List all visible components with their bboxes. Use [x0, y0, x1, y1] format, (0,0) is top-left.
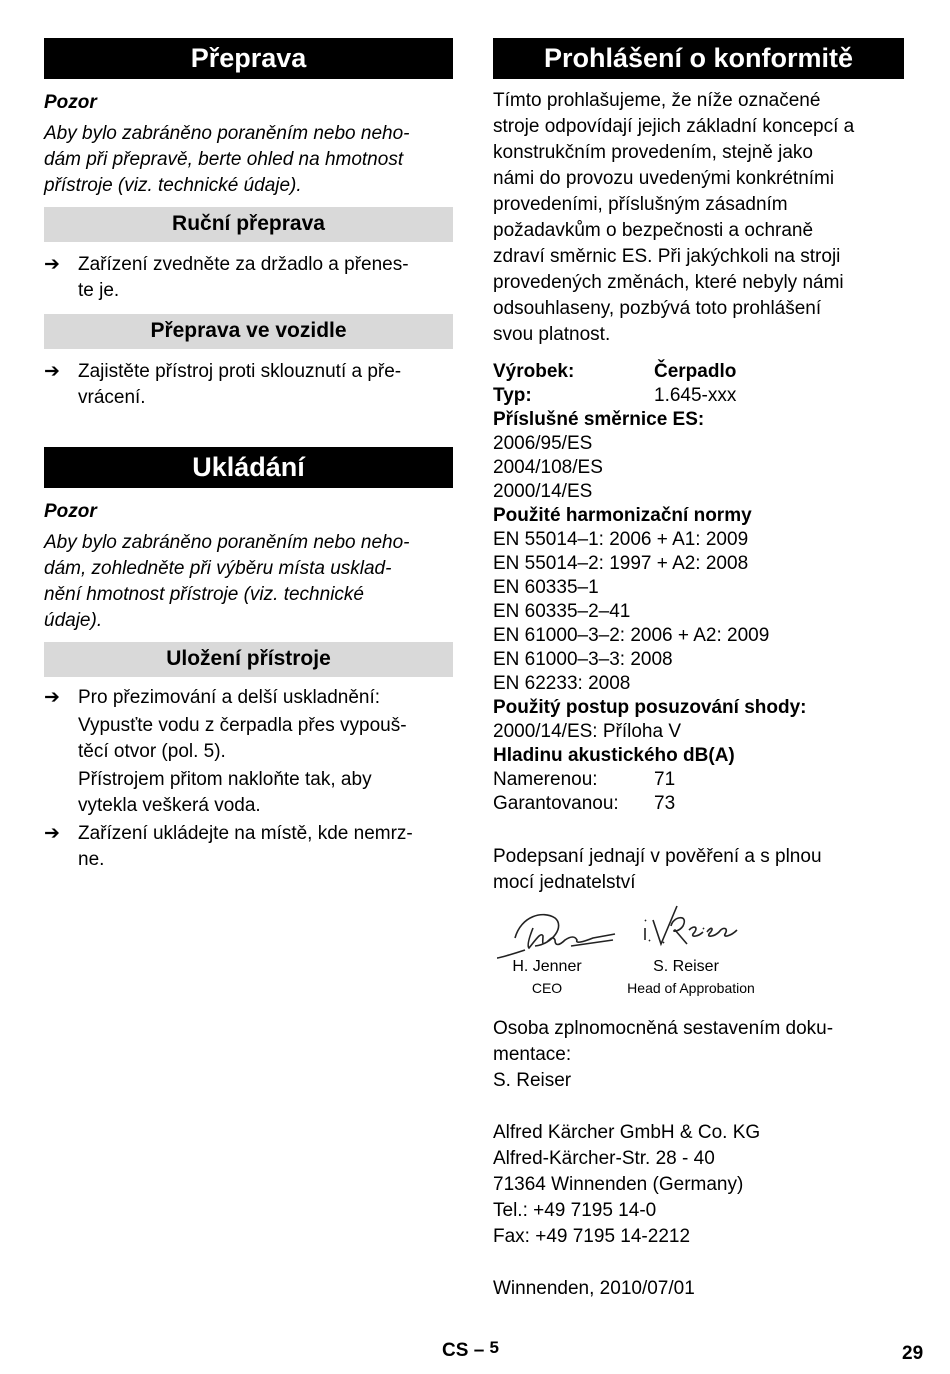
place-date: Winnenden, 2010/07/01	[493, 1278, 695, 1299]
product-row: Výrobek: Čerpadlo	[493, 361, 737, 382]
footer-section-label: CS – 5	[442, 1338, 500, 1361]
noise-title: Hladinu akustického dB(A)	[493, 745, 735, 766]
signed-text: Podepsaní jednají v pověření a s plnou mocí jednatelství	[493, 846, 822, 893]
signatory-role: Head of Approbation	[627, 980, 755, 996]
arrow-icon: ➔	[44, 361, 60, 382]
section-title-storage: Ukládání	[44, 447, 453, 488]
spec-block: Výrobek: Čerpadlo Typ: 1.645-xxx Příslušné směrnice ES: 2006/95/ES 2004/108/ES 2000/14/ES Použité harmonizační normy EN 55014–1: 2006 + A1: 2009 EN 55014–2: 1997 + A2: 2008 EN 60335–1 EN 60335–2–41 EN 61000–3–2: 2006 + A2: 2009 EN 61000–3–3: 2008 EN 62233: 2008 Použitý postup posuzování shody: 2000/14/ES: Příloha V Hladinu akustického dB(A) Namerenou: 71 Garantovanou: 73	[493, 360, 904, 816]
subsection-title-manual-transport: Ruční přeprava	[44, 207, 453, 242]
subsection-title-device-storage: Uložení přístroje	[44, 642, 453, 677]
step-item: ➔ Zařízení ukládejte na místě, kde nemrz- ne.	[44, 823, 413, 870]
arrow-icon: ➔	[44, 254, 60, 275]
signatory-role: CEO	[531, 980, 563, 996]
authorized-person: Osoba zplnomocněná sestavením doku- mentace: S. Reiser	[493, 1018, 834, 1091]
caution-title: Pozor	[44, 92, 97, 113]
sub-step: Přístrojem přitom nakloňte tak, aby vytekla veškerá voda.	[78, 769, 372, 816]
caution-text: Aby bylo zabráněno poraněním nebo neho- dám, zohledněte při výběru místa usklad- nění hmotnost přístroje (viz. technické údaje).	[44, 532, 410, 631]
page-number: 29	[902, 1343, 924, 1364]
guaranteed-row: Garantovanou: 73	[493, 793, 676, 814]
step-item: ➔ Zařízení zvedněte za držadlo a přenes- te je.	[44, 254, 409, 301]
subsection-title-vehicle-transport: Přeprava ve vozidle	[44, 314, 453, 349]
signatory-name: S. Reiser	[653, 958, 719, 975]
type-row: Typ: 1.645-xxx	[493, 385, 737, 406]
caution-text: Aby bylo zabráněno poraněním nebo neho- dám při přepravě, berte ohled na hmotnost přístroje (viz. technické údaje).	[44, 123, 410, 196]
measured-row: Namerenou: 71	[493, 769, 676, 790]
step-item: ➔ Zajistěte přístroj proti sklouznutí a pře- vrácení.	[44, 361, 402, 408]
signature-area	[493, 896, 904, 1000]
directives-title: Příslušné směrnice ES:	[493, 409, 705, 430]
section-title-conformity: Prohlášení o konformitě	[493, 38, 904, 79]
sub-step: Vypusťte vodu z čerpadla přes vypouš- těcí otvor (pol. 5).	[78, 715, 407, 762]
section-title-transport: Přeprava	[44, 38, 453, 79]
arrow-icon: ➔	[44, 687, 60, 708]
caution-title: Pozor	[44, 501, 97, 522]
right-column	[493, 38, 904, 1302]
signatory-name: H. Jenner	[512, 958, 582, 975]
procedure-title: Použitý postup posuzování shody:	[493, 697, 807, 718]
intro-text: Tímto prohlašujeme, že níže označené stroje odpovídají jejich základní koncepcí a konstrukčním provedením, stejně jako námi do provozu uvedenými konkrétními provedeními, příslušným zásadním požadavkům o bezpečnosti a ochraně zdraví směrnic ES. Při jakýchkoli na stroji provedených změnách, které nebyly námi odsouhlaseny, pozbývá toto prohlášení svou platnost.	[493, 90, 855, 345]
left-column	[44, 38, 453, 873]
norms-title: Použité harmonizační normy	[493, 505, 752, 526]
company-address: Alfred Kärcher GmbH & Co. KG Alfred-Kärcher-Str. 28 - 40 71364 Winnenden (Germany) Tel.: +49 7195 14-0 Fax: +49 7195 14-2212	[493, 1122, 761, 1247]
step-item: ➔ Pro přezimování a delší uskladnění:	[44, 685, 453, 711]
arrow-icon: ➔	[44, 823, 60, 844]
